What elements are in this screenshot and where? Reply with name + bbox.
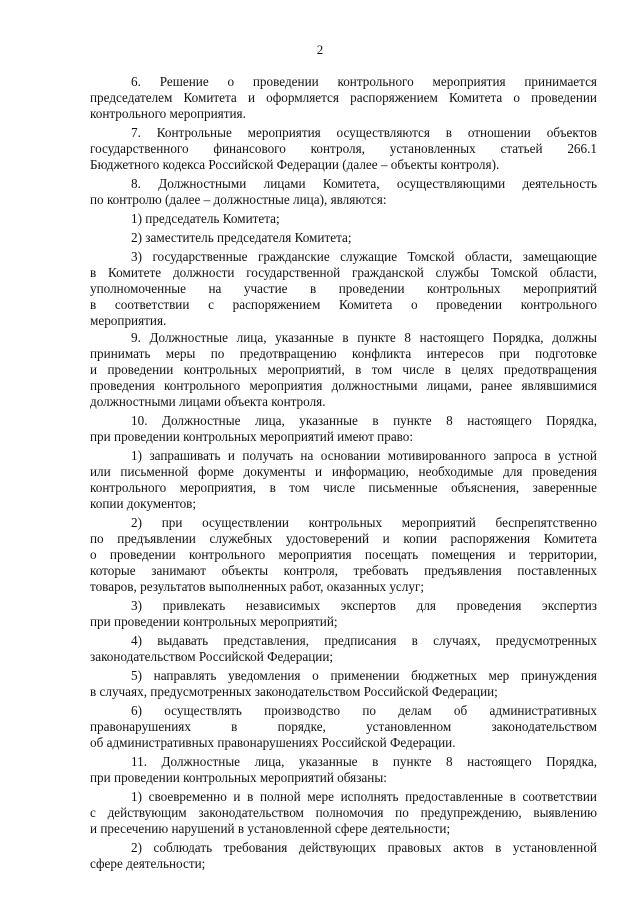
text-line: об административных правонарушениях Российской Федерации. — [90, 735, 456, 750]
text-line: Бюджетного кодекса Российской Федерации (далее – объекты контроля). — [90, 157, 500, 172]
text-line: 1) запрашивать и получать на основании мотивированного запроса в устной — [131, 448, 597, 463]
text-line: 4) выдавать представления, предписания в случаях, предусмотренных — [131, 633, 597, 648]
text-line: которые занимают объекты контроля, требовать предъявления поставленных — [90, 563, 597, 578]
text-line: в соответствии с распоряжением Комитета о проведении контрольного — [90, 297, 597, 312]
text-line: по предъявлении служебных удостоверений и копии распоряжения Комитета — [90, 531, 597, 546]
text-line: законодательством Российской Федерации; — [90, 649, 334, 664]
text-line: о проведении контрольного мероприятия посещать помещения и территории, — [90, 547, 597, 562]
text-line: в случаях, предусмотренных законодательством Российской Федерации; — [90, 684, 498, 699]
text-line: принимать меры по предотвращению конфликта интересов при подготовке — [90, 346, 597, 361]
text-line: 2) соблюдать требования действующих правовых актов в установленной — [131, 840, 597, 855]
text-line: 3) государственные гражданские служащие Томской области, замещающие — [131, 249, 597, 264]
text-line: должностными лицами объекта контроля. — [90, 394, 326, 409]
text-line: государственного финансового контроля, установленных статьей 266.1 — [90, 141, 597, 156]
text-line: при проведении контрольных мероприятий обязаны: — [90, 770, 387, 785]
text-line: контрольного мероприятия, в том числе письменные объяснения, заверенные — [90, 480, 597, 495]
text-line: правонарушениях в порядке, установленном законодательством — [90, 719, 597, 734]
text-line: 7. Контрольные мероприятия осуществляются в отношении объектов — [131, 125, 597, 140]
text-line: копии документов; — [90, 496, 197, 511]
text-line: 2) заместитель председателя Комитета; — [131, 230, 352, 245]
text-line: 10. Должностные лица, указанные в пункте 8 настоящего Порядка, — [131, 413, 597, 428]
text-line: при проведении контрольных мероприятий; — [90, 614, 338, 629]
text-line: проведения контрольного мероприятия должностными лицами, ранее являвшимися — [90, 378, 597, 393]
text-line: 8. Должностными лицами Комитета, осуществляющими деятельность — [131, 176, 597, 191]
text-line: и проведении контрольных мероприятий, в том числе в целях предотвращения — [90, 362, 597, 377]
text-line: 9. Должностные лица, указанные в пункте 8 настоящего Порядка, должны — [131, 330, 597, 345]
text-line: контрольного мероприятия. — [90, 106, 246, 121]
text-line: 3) привлекать независимых экспертов для проведения экспертиз — [131, 598, 597, 613]
text-line: 5) направлять уведомления о применении бюджетных мер принуждения — [131, 668, 597, 683]
text-line: товаров, результатов выполненных работ, оказанных услуг; — [90, 579, 425, 594]
text-line: или письменной форме документы и информацию, необходимые для проведения — [90, 464, 597, 479]
text-line: 11. Должностные лица, указанные в пункте 8 настоящего Порядка, — [131, 754, 597, 769]
text-line: 1) председатель Комитета; — [131, 211, 280, 226]
text-line: 6. Решение о проведении контрольного мероприятия принимается — [131, 74, 597, 89]
text-line: председателем Комитета и оформляется распоряжением Комитета о проведении — [90, 90, 597, 105]
text-line: с действующим законодательством полномочия по предупреждению, выявлению — [90, 805, 597, 820]
text-line: 1) своевременно и в полной мере исполнять предоставленные в соответствии — [131, 789, 597, 804]
text-line: сфере деятельности; — [90, 856, 206, 871]
text-line: и пресечению нарушений в установленной сфере деятельности; — [90, 821, 451, 836]
text-line: 2) при осуществлении контрольных мероприятий беспрепятственно — [131, 515, 597, 530]
text-line: мероприятия. — [90, 313, 167, 328]
text-line: при проведении контрольных мероприятий имеют право: — [90, 429, 414, 444]
text-line: в Комитете должности государственной гражданской службы Томской области, — [90, 265, 597, 280]
text-line: по контролю (далее – должностные лица), являются: — [90, 192, 387, 207]
text-line: 6) осуществлять производство по делам об административных — [131, 703, 597, 718]
text-line: уполномоченные на участие в проведении контрольных мероприятий — [90, 281, 597, 296]
page-number: 2 — [316, 42, 324, 57]
